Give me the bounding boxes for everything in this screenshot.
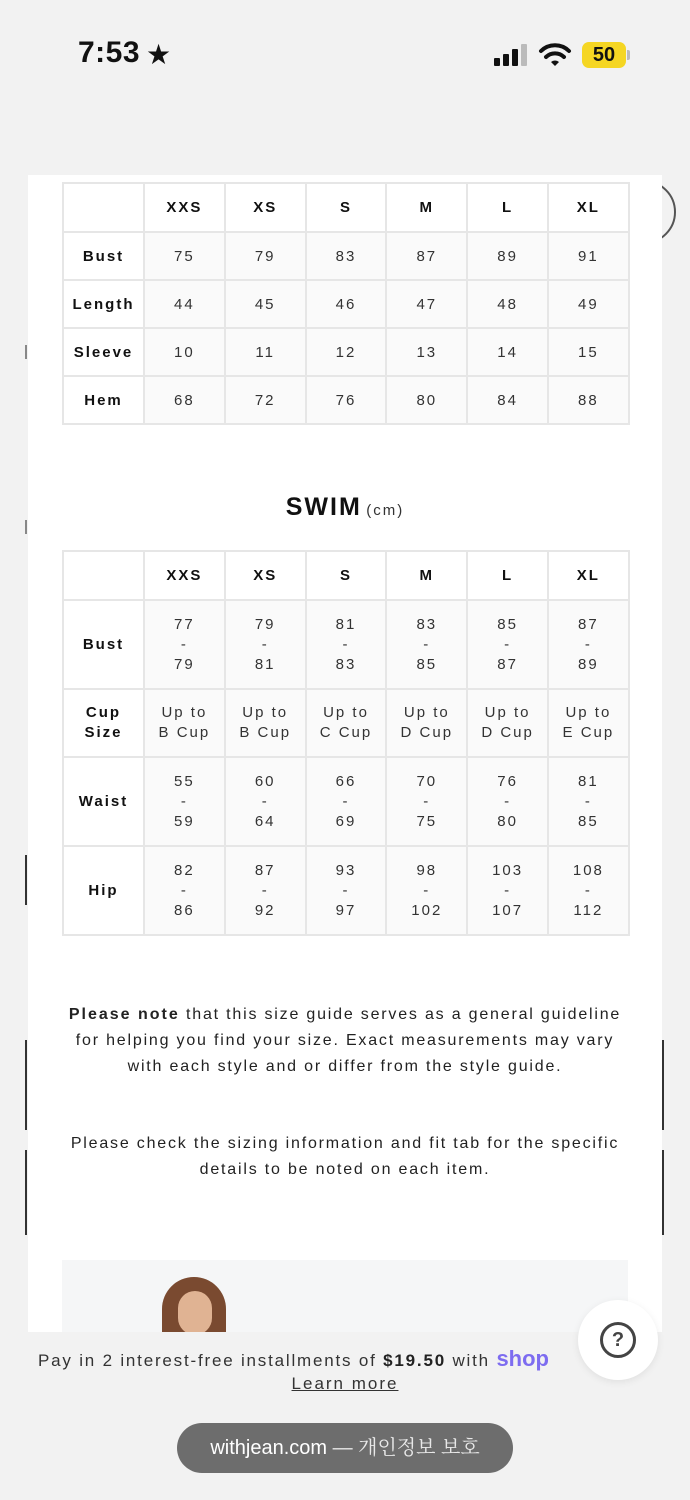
table-cell	[548, 689, 629, 757]
size-header: XS	[225, 551, 306, 600]
table-row	[63, 757, 629, 846]
range-max: 80	[497, 812, 518, 830]
size-header: M	[386, 183, 467, 232]
table-cell	[144, 689, 225, 757]
range-max: 102	[411, 901, 443, 919]
browser-address-pill[interactable]	[177, 1423, 513, 1473]
range-max: 83	[335, 655, 357, 673]
row-label: Bust	[63, 600, 144, 689]
table-cell	[386, 689, 467, 757]
range-max: 107	[492, 901, 524, 919]
range-min: 85	[497, 615, 518, 633]
size-guide-modal	[28, 175, 662, 1332]
range-min: 66	[335, 772, 357, 790]
range-min: 70	[416, 772, 438, 790]
table-cell: 89	[467, 232, 548, 280]
battery-icon: 50	[582, 42, 626, 68]
cup-line: B Cup	[239, 724, 292, 741]
range-dash: -	[342, 881, 350, 899]
row-label: Sleeve	[63, 328, 144, 376]
range-min: 108	[572, 861, 604, 879]
range-max: 112	[573, 901, 604, 919]
cup-line: D Cup	[400, 724, 454, 741]
note-bold: Please note	[68, 1006, 180, 1023]
range-dash: -	[261, 792, 269, 810]
table-row	[63, 232, 629, 280]
cup-line: Up to	[242, 704, 289, 721]
size-header: L	[467, 551, 548, 600]
pay-prefix: Pay in 2 interest-free installments of	[38, 1351, 384, 1370]
table-row	[63, 846, 629, 935]
shop-pay-installments	[38, 1346, 549, 1372]
table-cell: 46	[306, 280, 387, 328]
range-dash: -	[261, 635, 269, 653]
table-cell	[144, 846, 225, 935]
range-max: 81	[254, 655, 276, 673]
range-dash: -	[584, 635, 592, 653]
size-header: S	[306, 551, 387, 600]
battery-nub	[627, 50, 630, 60]
range-min: 79	[254, 615, 276, 633]
range-dash: -	[180, 792, 188, 810]
cup-line: E Cup	[562, 724, 615, 741]
table-cell: 14	[467, 328, 548, 376]
table-cell	[467, 757, 548, 846]
range-dash: -	[180, 635, 188, 653]
range-min: 77	[174, 615, 195, 633]
range-min: 60	[254, 772, 276, 790]
table-corner	[63, 183, 144, 232]
table-cell	[467, 689, 548, 757]
star-icon: ★	[146, 39, 172, 70]
background-divider	[662, 1040, 664, 1130]
row-label: Waist	[63, 757, 144, 846]
table-cell	[306, 600, 387, 689]
swim-unit: (cm)	[366, 502, 405, 519]
size-header: XL	[548, 551, 629, 600]
table-cell: 75	[144, 232, 225, 280]
range-dash: -	[342, 635, 350, 653]
range-min: 82	[174, 861, 195, 879]
range-dash: -	[180, 881, 188, 899]
browser-privacy-label: 개인정보 보호	[358, 1437, 480, 1459]
table-cell: 72	[225, 376, 306, 424]
size-guide-note	[68, 1002, 622, 1080]
pay-amount: $19.50	[383, 1351, 446, 1370]
browser-separator: —	[327, 1437, 359, 1459]
table-row	[63, 689, 629, 757]
range-max: 87	[497, 655, 518, 673]
range-max: 69	[335, 812, 357, 830]
table-cell	[306, 689, 387, 757]
range-min: 93	[335, 861, 357, 879]
table-cell	[144, 757, 225, 846]
cup-line: Up to	[565, 704, 612, 721]
cup-line: B Cup	[158, 724, 211, 741]
status-bar	[0, 0, 690, 110]
range-dash: -	[584, 881, 592, 899]
range-dash: -	[342, 792, 350, 810]
table-header-row	[63, 183, 629, 232]
table-cell	[386, 757, 467, 846]
table-cell: 47	[386, 280, 467, 328]
range-dash: -	[423, 881, 431, 899]
row-label: Hem	[63, 376, 144, 424]
row-label-line: Cup	[85, 704, 122, 721]
table-cell	[144, 600, 225, 689]
table-cell: 49	[548, 280, 629, 328]
range-dash: -	[504, 635, 512, 653]
table-cell: 11	[225, 328, 306, 376]
background-mark	[25, 345, 27, 359]
range-max: 85	[578, 812, 599, 830]
table-cell	[467, 600, 548, 689]
table-corner	[63, 551, 144, 600]
status-time: 7:53	[78, 36, 141, 69]
cup-line: Up to	[403, 704, 450, 721]
range-min: 87	[254, 861, 276, 879]
top-size-table	[62, 182, 630, 425]
table-cell: 80	[386, 376, 467, 424]
table-cell: 87	[386, 232, 467, 280]
table-cell	[386, 600, 467, 689]
table-cell: 10	[144, 328, 225, 376]
size-header: XXS	[144, 551, 225, 600]
size-header: XXS	[144, 183, 225, 232]
table-cell: 45	[225, 280, 306, 328]
range-min: 98	[416, 861, 438, 879]
cup-line: Up to	[161, 704, 208, 721]
browser-domain: withjean.com	[210, 1437, 328, 1459]
wifi-icon	[538, 42, 572, 68]
range-dash: -	[423, 635, 431, 653]
cup-line: Up to	[484, 704, 531, 721]
table-header-row	[63, 551, 629, 600]
range-dash: -	[584, 792, 592, 810]
table-cell	[225, 689, 306, 757]
help-question-icon: ?	[600, 1322, 636, 1358]
help-button[interactable]	[578, 1300, 658, 1380]
range-dash: -	[423, 792, 431, 810]
range-max: 86	[174, 901, 195, 919]
table-row	[63, 328, 629, 376]
table-cell	[225, 846, 306, 935]
row-label: Length	[63, 280, 144, 328]
table-cell: 12	[306, 328, 387, 376]
range-min: 76	[497, 772, 518, 790]
row-label: Hip	[63, 846, 144, 935]
model-face	[178, 1291, 212, 1332]
background-divider	[25, 1150, 27, 1235]
background-divider	[662, 1150, 664, 1235]
range-min: 103	[492, 861, 524, 879]
table-cell	[386, 846, 467, 935]
table-cell	[548, 846, 629, 935]
range-max: 64	[254, 812, 276, 830]
sizing-info-note: Please check the sizing information and fit tab for the specific details to be noted on each item.	[70, 1135, 620, 1178]
swim-title: SWIM	[285, 493, 362, 521]
background-divider	[25, 855, 27, 905]
table-row	[63, 376, 629, 424]
cellular-signal-icon	[494, 44, 528, 66]
table-cell	[548, 600, 629, 689]
background-mark	[25, 520, 27, 534]
row-label	[63, 689, 144, 757]
size-header: S	[306, 183, 387, 232]
table-cell	[225, 757, 306, 846]
range-max: 59	[174, 812, 195, 830]
swim-heading	[28, 493, 662, 522]
cup-line: C Cup	[319, 724, 373, 741]
table-cell: 76	[306, 376, 387, 424]
table-cell	[548, 757, 629, 846]
range-max: 79	[174, 655, 195, 673]
range-dash: -	[504, 792, 512, 810]
pay-suffix: with	[445, 1351, 497, 1370]
range-min: 81	[335, 615, 357, 633]
table-cell: 15	[548, 328, 629, 376]
table-cell: 48	[467, 280, 548, 328]
cup-line: Up to	[323, 704, 369, 721]
learn-more-link[interactable]: Learn more	[291, 1374, 399, 1393]
range-min: 81	[578, 772, 599, 790]
table-cell: 83	[306, 232, 387, 280]
table-cell: 79	[225, 232, 306, 280]
cup-line: D Cup	[481, 724, 534, 741]
table-cell: 44	[144, 280, 225, 328]
table-cell: 88	[548, 376, 629, 424]
background-divider	[25, 1040, 27, 1130]
table-row	[63, 600, 629, 689]
range-min: 55	[174, 772, 195, 790]
range-dash: -	[504, 881, 512, 899]
model-photo	[162, 1277, 226, 1332]
promo-banner	[62, 1260, 628, 1332]
table-cell: 13	[386, 328, 467, 376]
size-header: XL	[548, 183, 629, 232]
range-dash: -	[261, 881, 269, 899]
row-label-line: Size	[84, 724, 123, 741]
swim-size-table	[62, 550, 630, 936]
table-cell	[306, 757, 387, 846]
table-cell	[225, 600, 306, 689]
range-max: 89	[578, 655, 599, 673]
table-row	[63, 280, 629, 328]
table-cell	[306, 846, 387, 935]
range-max: 97	[335, 901, 357, 919]
range-max: 92	[254, 901, 276, 919]
range-min: 87	[578, 615, 599, 633]
range-max: 75	[416, 812, 438, 830]
size-header: XS	[225, 183, 306, 232]
note-text: that this size guide serves as a general guideline for helping you find your size. Exact measurements may vary with each style and or differ from the style guide.	[75, 1006, 622, 1075]
range-min: 83	[416, 615, 438, 633]
table-cell: 91	[548, 232, 629, 280]
size-header: M	[386, 551, 467, 600]
row-label: Bust	[63, 232, 144, 280]
table-cell: 84	[467, 376, 548, 424]
table-cell	[467, 846, 548, 935]
shop-pay-logo: shop	[496, 1346, 549, 1371]
size-header: L	[467, 183, 548, 232]
table-cell: 68	[144, 376, 225, 424]
range-max: 85	[416, 655, 438, 673]
